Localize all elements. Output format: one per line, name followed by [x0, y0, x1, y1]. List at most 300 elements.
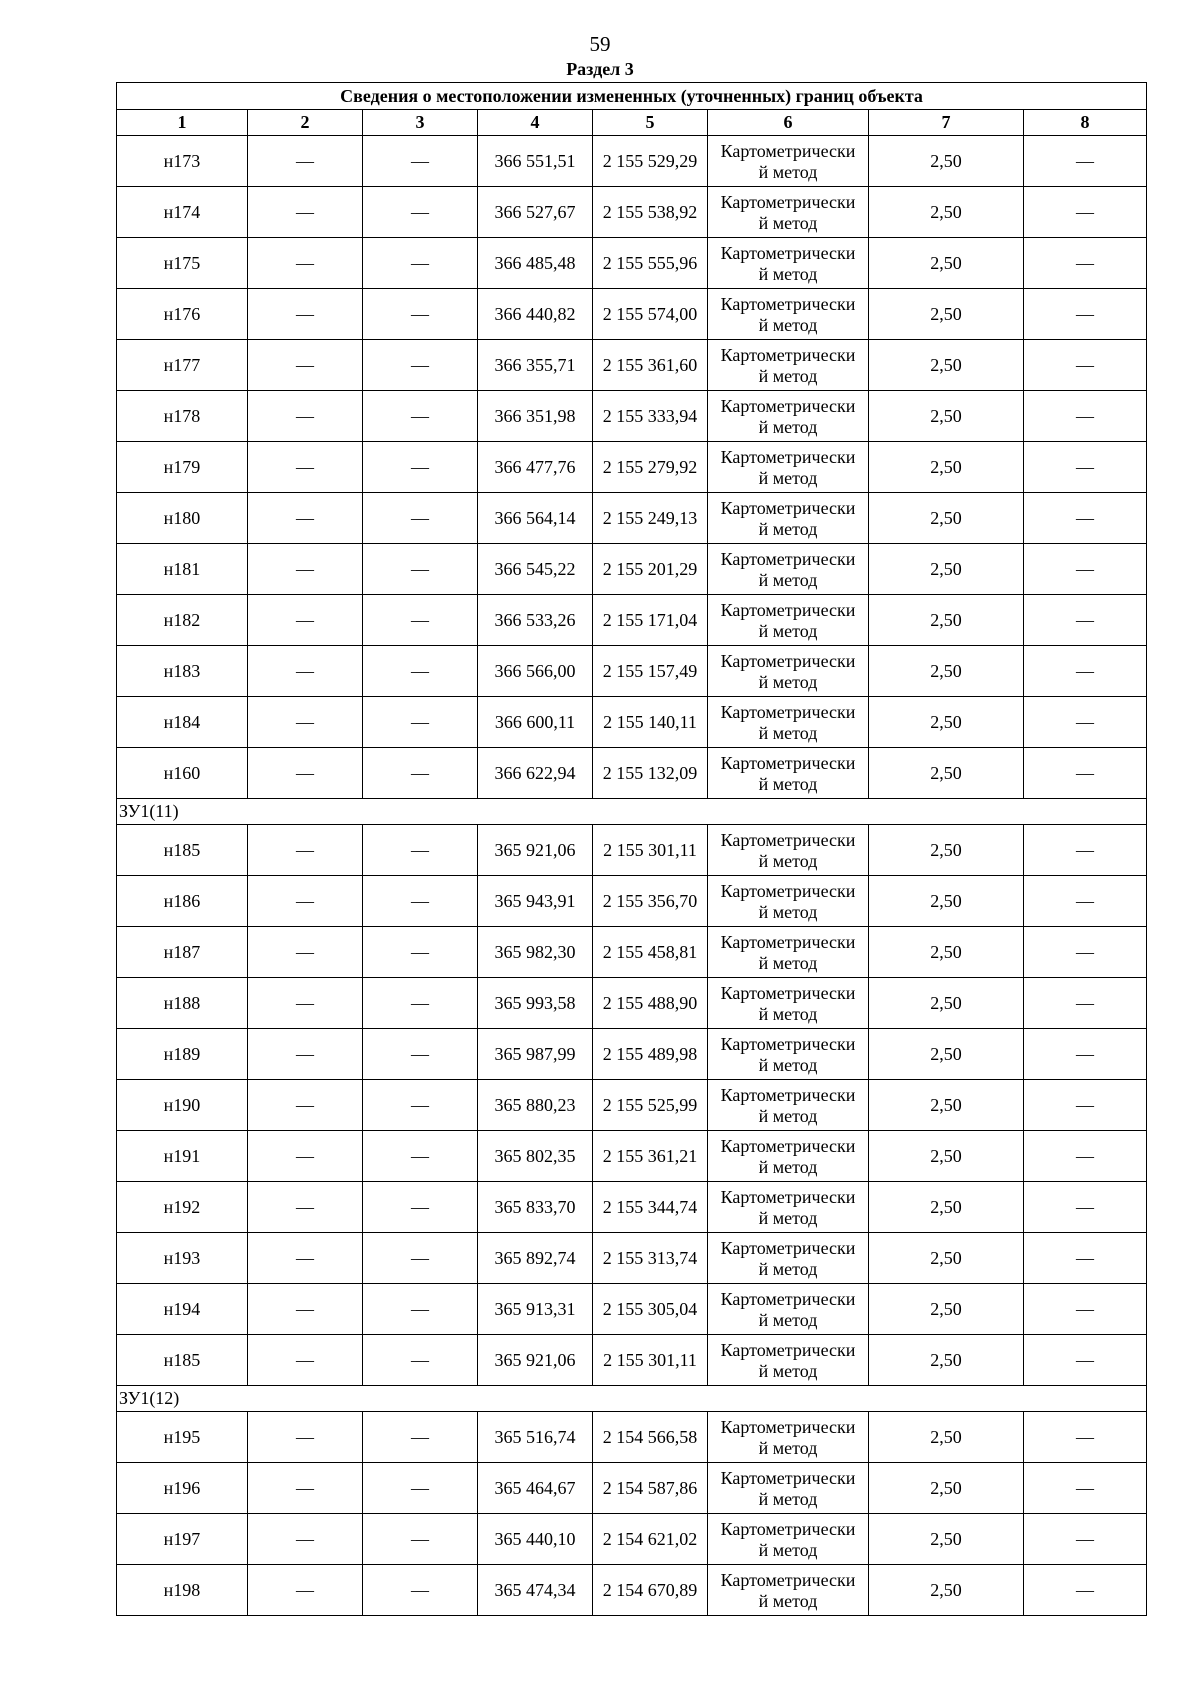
method-text-line-1: Картометрически — [720, 1339, 856, 1360]
column-3-cell: — — [363, 1182, 478, 1233]
x-coordinate-cell: 366 533,26 — [478, 595, 593, 646]
method-text-line-1: Картометрически — [720, 752, 856, 773]
method-cell — [708, 1412, 869, 1463]
method-text-line-1: Картометрически — [720, 1288, 856, 1309]
point-name-cell: н176 — [117, 289, 248, 340]
y-coordinate-cell: 2 155 333,94 — [593, 391, 708, 442]
column-8-cell: — — [1024, 825, 1147, 876]
group-row — [117, 1386, 1147, 1412]
accuracy-cell: 2,50 — [869, 187, 1024, 238]
method-text-line-1: Картометрически — [720, 1416, 856, 1437]
method-cell — [708, 289, 869, 340]
column-8-cell: — — [1024, 1131, 1147, 1182]
y-coordinate-cell: 2 154 670,89 — [593, 1565, 708, 1616]
x-coordinate-cell: 366 600,11 — [478, 697, 593, 748]
column-number: 4 — [478, 110, 593, 136]
y-coordinate-cell: 2 155 555,96 — [593, 238, 708, 289]
y-coordinate-cell: 2 155 356,70 — [593, 876, 708, 927]
x-coordinate-cell: 366 477,76 — [478, 442, 593, 493]
x-coordinate-cell: 366 564,14 — [478, 493, 593, 544]
group-label: ЗУ1(11) — [117, 799, 1147, 825]
column-8-cell: — — [1024, 978, 1147, 1029]
accuracy-cell: 2,50 — [869, 238, 1024, 289]
column-2-cell: — — [248, 340, 363, 391]
column-3-cell: — — [363, 391, 478, 442]
method-text-line-2: й метод — [758, 1437, 818, 1458]
method-cell — [708, 1080, 869, 1131]
point-name-cell: н184 — [117, 697, 248, 748]
coordinates-table — [116, 82, 1147, 1616]
column-3-cell: — — [363, 187, 478, 238]
table-row — [117, 825, 1147, 876]
method-text-line-1: Картометрически — [720, 1569, 856, 1590]
point-name-cell: н188 — [117, 978, 248, 1029]
method-text-line-1: Картометрически — [720, 1237, 856, 1258]
y-coordinate-cell: 2 155 574,00 — [593, 289, 708, 340]
table-row — [117, 1412, 1147, 1463]
column-3-cell: — — [363, 1565, 478, 1616]
column-8-cell: — — [1024, 1182, 1147, 1233]
column-8-cell: — — [1024, 1284, 1147, 1335]
x-coordinate-cell: 366 440,82 — [478, 289, 593, 340]
table-caption: Сведения о местоположении измененных (уточненных) границ объекта — [117, 83, 1147, 110]
column-3-cell: — — [363, 340, 478, 391]
column-2-cell: — — [248, 1233, 363, 1284]
method-cell — [708, 1284, 869, 1335]
method-cell — [708, 595, 869, 646]
x-coordinate-cell: 365 921,06 — [478, 825, 593, 876]
table-row — [117, 697, 1147, 748]
method-cell — [708, 1029, 869, 1080]
method-text-line-1: Картометрически — [720, 548, 856, 569]
point-name-cell: н175 — [117, 238, 248, 289]
x-coordinate-cell: 365 982,30 — [478, 927, 593, 978]
method-cell — [708, 927, 869, 978]
x-coordinate-cell: 366 351,98 — [478, 391, 593, 442]
point-name-cell: н160 — [117, 748, 248, 799]
method-text-line-2: й метод — [758, 1054, 818, 1075]
table-row — [117, 748, 1147, 799]
method-cell — [708, 1463, 869, 1514]
y-coordinate-cell: 2 155 249,13 — [593, 493, 708, 544]
column-8-cell: — — [1024, 1335, 1147, 1386]
column-3-cell: — — [363, 697, 478, 748]
accuracy-cell: 2,50 — [869, 442, 1024, 493]
column-2-cell: — — [248, 238, 363, 289]
table-row — [117, 595, 1147, 646]
column-3-cell: — — [363, 289, 478, 340]
method-text-line-1: Картометрически — [720, 1135, 856, 1156]
column-3-cell: — — [363, 876, 478, 927]
column-2-cell: — — [248, 748, 363, 799]
x-coordinate-cell: 365 516,74 — [478, 1412, 593, 1463]
column-8-cell: — — [1024, 1463, 1147, 1514]
point-name-cell: н192 — [117, 1182, 248, 1233]
table-row — [117, 136, 1147, 187]
table-row — [117, 1080, 1147, 1131]
table-row — [117, 187, 1147, 238]
method-text-line-1: Картометрически — [720, 880, 856, 901]
method-text-line-2: й метод — [758, 1207, 818, 1228]
table-row — [117, 1565, 1147, 1616]
group-row — [117, 799, 1147, 825]
y-coordinate-cell: 2 154 587,86 — [593, 1463, 708, 1514]
point-name-cell: н190 — [117, 1080, 248, 1131]
column-8-cell: — — [1024, 1233, 1147, 1284]
x-coordinate-cell: 366 355,71 — [478, 340, 593, 391]
accuracy-cell: 2,50 — [869, 1335, 1024, 1386]
method-text-line-1: Картометрически — [720, 497, 856, 518]
accuracy-cell: 2,50 — [869, 748, 1024, 799]
table-row — [117, 442, 1147, 493]
x-coordinate-cell: 365 880,23 — [478, 1080, 593, 1131]
method-text-line-2: й метод — [758, 212, 818, 233]
method-text-line-2: й метод — [758, 773, 818, 794]
method-text-line-2: й метод — [758, 1105, 818, 1126]
x-coordinate-cell: 366 622,94 — [478, 748, 593, 799]
method-text-line-2: й метод — [758, 416, 818, 437]
column-3-cell: — — [363, 493, 478, 544]
point-name-cell: н195 — [117, 1412, 248, 1463]
column-2-cell: — — [248, 697, 363, 748]
table-row — [117, 1284, 1147, 1335]
y-coordinate-cell: 2 154 566,58 — [593, 1412, 708, 1463]
method-text-line-2: й метод — [758, 1258, 818, 1279]
accuracy-cell: 2,50 — [869, 1131, 1024, 1182]
y-coordinate-cell: 2 155 132,09 — [593, 748, 708, 799]
table-row — [117, 1463, 1147, 1514]
column-3-cell: — — [363, 748, 478, 799]
column-3-cell: — — [363, 544, 478, 595]
table-row — [117, 978, 1147, 1029]
method-text-line-2: й метод — [758, 1360, 818, 1381]
y-coordinate-cell: 2 155 171,04 — [593, 595, 708, 646]
method-cell — [708, 187, 869, 238]
y-coordinate-cell: 2 155 361,60 — [593, 340, 708, 391]
x-coordinate-cell: 365 440,10 — [478, 1514, 593, 1565]
method-text-line-2: й метод — [758, 722, 818, 743]
method-text-line-2: й метод — [758, 518, 818, 539]
method-cell — [708, 1514, 869, 1565]
accuracy-cell: 2,50 — [869, 1284, 1024, 1335]
column-3-cell: — — [363, 238, 478, 289]
method-cell — [708, 1182, 869, 1233]
y-coordinate-cell: 2 155 201,29 — [593, 544, 708, 595]
method-cell — [708, 978, 869, 1029]
y-coordinate-cell: 2 155 538,92 — [593, 187, 708, 238]
method-text-line-1: Картометрически — [720, 191, 856, 212]
point-name-cell: н177 — [117, 340, 248, 391]
column-2-cell: — — [248, 1565, 363, 1616]
column-8-cell: — — [1024, 1412, 1147, 1463]
method-cell — [708, 646, 869, 697]
column-2-cell: — — [248, 1284, 363, 1335]
method-text-line-2: й метод — [758, 161, 818, 182]
column-2-cell: — — [248, 442, 363, 493]
point-name-cell: н179 — [117, 442, 248, 493]
accuracy-cell: 2,50 — [869, 1080, 1024, 1131]
table-row — [117, 876, 1147, 927]
method-text-line-2: й метод — [758, 263, 818, 284]
y-coordinate-cell: 2 155 140,11 — [593, 697, 708, 748]
method-text-line-1: Картометрически — [720, 1518, 856, 1539]
method-text-line-2: й метод — [758, 1309, 818, 1330]
table-row — [117, 391, 1147, 442]
accuracy-cell: 2,50 — [869, 493, 1024, 544]
column-3-cell: — — [363, 1284, 478, 1335]
column-number: 1 — [117, 110, 248, 136]
accuracy-cell: 2,50 — [869, 136, 1024, 187]
column-8-cell: — — [1024, 1029, 1147, 1080]
point-name-cell: н189 — [117, 1029, 248, 1080]
y-coordinate-cell: 2 155 313,74 — [593, 1233, 708, 1284]
column-8-cell: — — [1024, 136, 1147, 187]
x-coordinate-cell: 365 943,91 — [478, 876, 593, 927]
x-coordinate-cell: 365 993,58 — [478, 978, 593, 1029]
column-2-cell: — — [248, 1335, 363, 1386]
method-text-line-2: й метод — [758, 1539, 818, 1560]
column-8-cell: — — [1024, 927, 1147, 978]
point-name-cell: н186 — [117, 876, 248, 927]
column-number: 5 — [593, 110, 708, 136]
x-coordinate-cell: 365 464,67 — [478, 1463, 593, 1514]
method-cell — [708, 136, 869, 187]
accuracy-cell: 2,50 — [869, 927, 1024, 978]
x-coordinate-cell: 366 485,48 — [478, 238, 593, 289]
y-coordinate-cell: 2 155 489,98 — [593, 1029, 708, 1080]
method-text-line-2: й метод — [758, 620, 818, 641]
column-number: 7 — [869, 110, 1024, 136]
method-text-line-1: Картометрически — [720, 344, 856, 365]
column-2-cell: — — [248, 1412, 363, 1463]
point-name-cell: н198 — [117, 1565, 248, 1616]
accuracy-cell: 2,50 — [869, 1182, 1024, 1233]
column-2-cell: — — [248, 825, 363, 876]
method-text-line-2: й метод — [758, 1488, 818, 1509]
table-row — [117, 1514, 1147, 1565]
column-8-cell: — — [1024, 391, 1147, 442]
method-cell — [708, 697, 869, 748]
column-2-cell: — — [248, 1182, 363, 1233]
column-8-cell: — — [1024, 1080, 1147, 1131]
table-row — [117, 1233, 1147, 1284]
column-3-cell: — — [363, 1463, 478, 1514]
method-text-line-2: й метод — [758, 569, 818, 590]
method-text-line-1: Картометрически — [720, 599, 856, 620]
method-text-line-1: Картометрически — [720, 650, 856, 671]
column-8-cell: — — [1024, 646, 1147, 697]
column-2-cell: — — [248, 391, 363, 442]
x-coordinate-cell: 365 913,31 — [478, 1284, 593, 1335]
column-8-cell: — — [1024, 493, 1147, 544]
method-cell — [708, 391, 869, 442]
y-coordinate-cell: 2 155 301,11 — [593, 1335, 708, 1386]
table-row — [117, 1182, 1147, 1233]
column-number: 8 — [1024, 110, 1147, 136]
method-text-line-2: й метод — [758, 901, 818, 922]
column-8-cell: — — [1024, 595, 1147, 646]
table-row — [117, 1029, 1147, 1080]
column-3-cell: — — [363, 927, 478, 978]
method-text-line-1: Картометрически — [720, 395, 856, 416]
column-number: 2 — [248, 110, 363, 136]
method-cell — [708, 493, 869, 544]
x-coordinate-cell: 365 921,06 — [478, 1335, 593, 1386]
table-row — [117, 493, 1147, 544]
method-cell — [708, 825, 869, 876]
x-coordinate-cell: 365 833,70 — [478, 1182, 593, 1233]
method-text-line-2: й метод — [758, 952, 818, 973]
column-3-cell: — — [363, 978, 478, 1029]
method-text-line-1: Картометрически — [720, 931, 856, 952]
column-3-cell: — — [363, 136, 478, 187]
y-coordinate-cell: 2 155 344,74 — [593, 1182, 708, 1233]
x-coordinate-cell: 366 566,00 — [478, 646, 593, 697]
column-8-cell: — — [1024, 340, 1147, 391]
method-text-line-1: Картометрически — [720, 829, 856, 850]
column-2-cell: — — [248, 1131, 363, 1182]
column-2-cell: — — [248, 1080, 363, 1131]
column-3-cell: — — [363, 442, 478, 493]
accuracy-cell: 2,50 — [869, 1233, 1024, 1284]
column-8-cell: — — [1024, 1514, 1147, 1565]
accuracy-cell: 2,50 — [869, 646, 1024, 697]
table-row — [117, 927, 1147, 978]
column-3-cell: — — [363, 1029, 478, 1080]
column-2-cell: — — [248, 289, 363, 340]
accuracy-cell: 2,50 — [869, 595, 1024, 646]
column-8-cell: — — [1024, 876, 1147, 927]
x-coordinate-cell: 365 987,99 — [478, 1029, 593, 1080]
column-2-cell: — — [248, 646, 363, 697]
column-3-cell: — — [363, 1233, 478, 1284]
method-text-line-1: Картометрически — [720, 1033, 856, 1054]
method-cell — [708, 1131, 869, 1182]
column-3-cell: — — [363, 825, 478, 876]
table-body — [117, 136, 1147, 1616]
point-name-cell: н185 — [117, 1335, 248, 1386]
column-2-cell: — — [248, 927, 363, 978]
column-8-cell: — — [1024, 238, 1147, 289]
x-coordinate-cell: 365 474,34 — [478, 1565, 593, 1616]
column-3-cell: — — [363, 1080, 478, 1131]
point-name-cell: н197 — [117, 1514, 248, 1565]
method-cell — [708, 340, 869, 391]
group-label: ЗУ1(12) — [117, 1386, 1147, 1412]
method-text-line-1: Картометрически — [720, 982, 856, 1003]
point-name-cell: н185 — [117, 825, 248, 876]
accuracy-cell: 2,50 — [869, 978, 1024, 1029]
column-2-cell: — — [248, 1463, 363, 1514]
column-3-cell: — — [363, 1131, 478, 1182]
column-8-cell: — — [1024, 748, 1147, 799]
point-name-cell: н181 — [117, 544, 248, 595]
accuracy-cell: 2,50 — [869, 1029, 1024, 1080]
method-text-line-1: Картометрически — [720, 446, 856, 467]
column-2-cell: — — [248, 1514, 363, 1565]
column-8-cell: — — [1024, 544, 1147, 595]
accuracy-cell: 2,50 — [869, 1514, 1024, 1565]
table-caption-row — [117, 83, 1147, 110]
x-coordinate-cell: 365 892,74 — [478, 1233, 593, 1284]
section-title: Раздел 3 — [566, 59, 634, 79]
column-2-cell: — — [248, 1029, 363, 1080]
table-row — [117, 289, 1147, 340]
accuracy-cell: 2,50 — [869, 1463, 1024, 1514]
y-coordinate-cell: 2 155 525,99 — [593, 1080, 708, 1131]
column-8-cell: — — [1024, 697, 1147, 748]
method-cell — [708, 238, 869, 289]
column-3-cell: — — [363, 595, 478, 646]
method-text-line-2: й метод — [758, 1590, 818, 1611]
method-text-line-2: й метод — [758, 467, 818, 488]
column-3-cell: — — [363, 646, 478, 697]
point-name-cell: н173 — [117, 136, 248, 187]
method-text-line-2: й метод — [758, 314, 818, 335]
point-name-cell: н174 — [117, 187, 248, 238]
method-text-line-2: й метод — [758, 365, 818, 386]
column-number: 6 — [708, 110, 869, 136]
method-cell — [708, 442, 869, 493]
table-row — [117, 1131, 1147, 1182]
method-text-line-1: Картометрически — [720, 242, 856, 263]
point-name-cell: н187 — [117, 927, 248, 978]
table-row — [117, 646, 1147, 697]
accuracy-cell: 2,50 — [869, 1565, 1024, 1616]
column-number: 3 — [363, 110, 478, 136]
method-cell — [708, 876, 869, 927]
column-2-cell: — — [248, 978, 363, 1029]
column-2-cell: — — [248, 187, 363, 238]
y-coordinate-cell: 2 155 279,92 — [593, 442, 708, 493]
point-name-cell: н193 — [117, 1233, 248, 1284]
y-coordinate-cell: 2 155 529,29 — [593, 136, 708, 187]
method-text-line-1: Картометрически — [720, 140, 856, 161]
point-name-cell: н182 — [117, 595, 248, 646]
table-row — [117, 544, 1147, 595]
method-text-line-1: Картометрически — [720, 701, 856, 722]
accuracy-cell: 2,50 — [869, 876, 1024, 927]
accuracy-cell: 2,50 — [869, 825, 1024, 876]
column-3-cell: — — [363, 1412, 478, 1463]
column-2-cell: — — [248, 544, 363, 595]
column-2-cell: — — [248, 876, 363, 927]
method-cell — [708, 748, 869, 799]
accuracy-cell: 2,50 — [869, 340, 1024, 391]
point-name-cell: н194 — [117, 1284, 248, 1335]
method-text-line-1: Картометрически — [720, 1467, 856, 1488]
column-8-cell: — — [1024, 187, 1147, 238]
column-8-cell: — — [1024, 289, 1147, 340]
method-text-line-1: Картометрически — [720, 1186, 856, 1207]
column-3-cell: — — [363, 1514, 478, 1565]
x-coordinate-cell: 365 802,35 — [478, 1131, 593, 1182]
column-2-cell: — — [248, 136, 363, 187]
method-text-line-1: Картометрически — [720, 293, 856, 314]
table-row — [117, 238, 1147, 289]
column-8-cell: — — [1024, 442, 1147, 493]
column-3-cell: — — [363, 1335, 478, 1386]
table-row — [117, 340, 1147, 391]
column-2-cell: — — [248, 493, 363, 544]
point-name-cell: н180 — [117, 493, 248, 544]
page-number: 59 — [589, 32, 611, 56]
method-text-line-2: й метод — [758, 671, 818, 692]
y-coordinate-cell: 2 155 488,90 — [593, 978, 708, 1029]
point-name-cell: н183 — [117, 646, 248, 697]
accuracy-cell: 2,50 — [869, 1412, 1024, 1463]
method-text-line-1: Картометрически — [720, 1084, 856, 1105]
